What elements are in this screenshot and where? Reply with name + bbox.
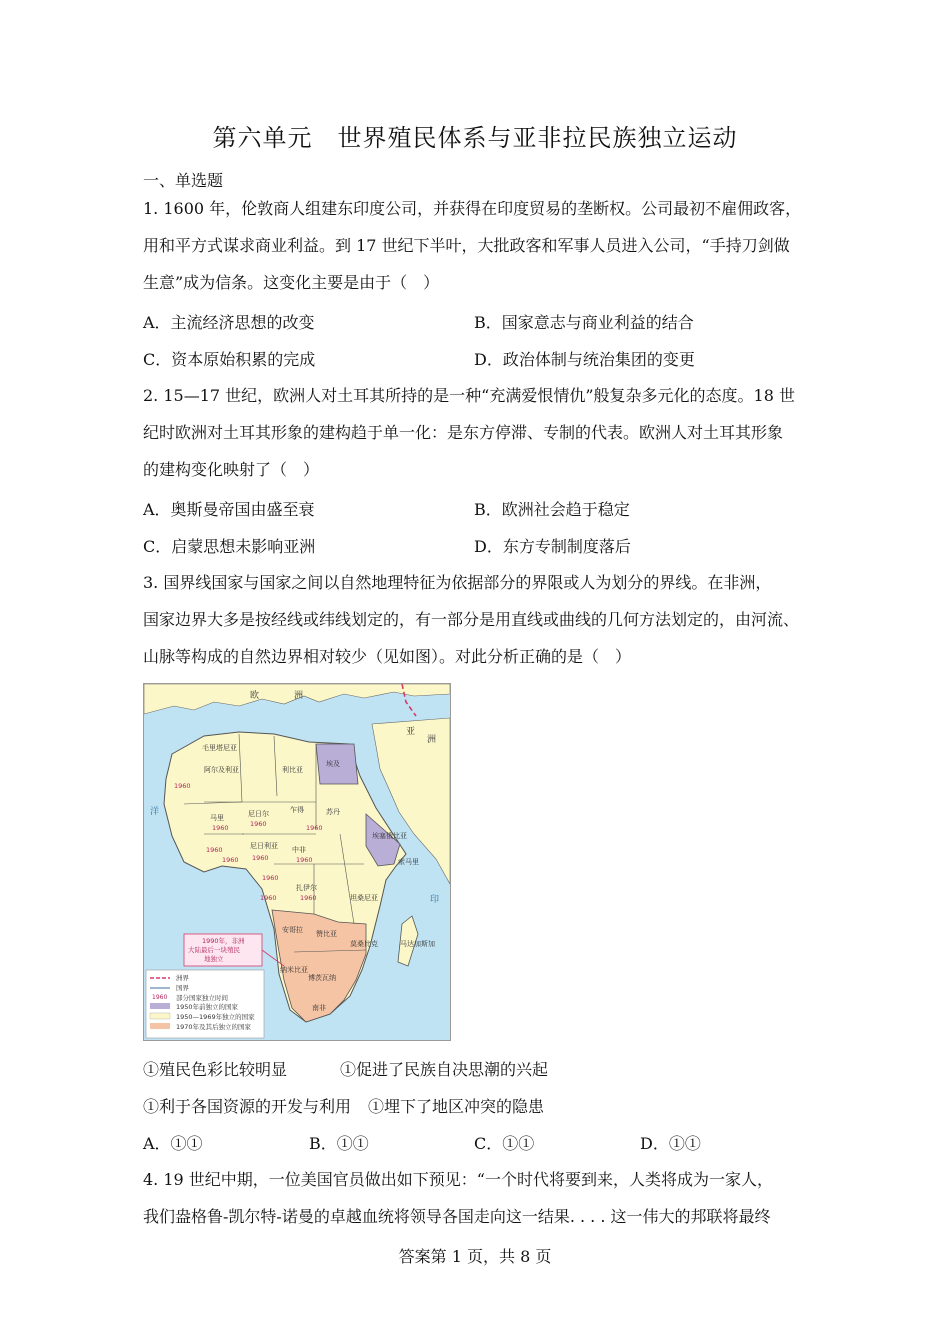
question-line: 我们盎格鲁-凯尔特-诺曼的卓越血统将领导各国走向这一结果. . . . 这一伟大的邦联将最终 bbox=[143, 1207, 771, 1226]
legend-item: 1970年及其后独立的国家 bbox=[176, 1023, 252, 1031]
legend-item: 1950年前独立的国家 bbox=[176, 1003, 239, 1011]
country-label: 马里 bbox=[210, 814, 224, 822]
q1-option-a[interactable]: A．主流经济思想的改变 bbox=[143, 313, 315, 332]
country-label: 阿尔及利亚 bbox=[204, 766, 239, 774]
map-label: 洲 bbox=[427, 735, 437, 745]
question-line: 3. 国界线国家与国家之间以自然地理特征为依据部分的界限或人为划分的界线。在非洲， bbox=[143, 573, 772, 592]
q2-option-d[interactable]: D．东方专制制度落后 bbox=[474, 537, 631, 556]
country-label: 苏丹 bbox=[326, 808, 340, 816]
country-label: 索马里 bbox=[398, 858, 419, 866]
q3-option-c[interactable]: C．①① bbox=[474, 1134, 535, 1153]
q2-option-c[interactable]: C．启蒙思想未影响亚洲 bbox=[143, 537, 316, 556]
country-label: 尼日利亚 bbox=[250, 842, 278, 850]
callout-text: 1990年，非洲 bbox=[202, 937, 245, 945]
country-label: 马达加斯加 bbox=[400, 940, 435, 948]
q3-statement-4: ①埋下了地区冲突的隐患 bbox=[368, 1097, 545, 1116]
map-legend bbox=[146, 970, 264, 1038]
country-label: 博茨瓦纳 bbox=[308, 974, 336, 982]
q3-option-a[interactable]: A．①① bbox=[143, 1134, 203, 1153]
country-label: 利比亚 bbox=[282, 766, 303, 774]
year-label: 1960 bbox=[300, 894, 317, 902]
country-label: 埃塞俄比亚 bbox=[372, 832, 407, 840]
year-label: 1960 bbox=[296, 856, 313, 864]
q3-statement-3: ①利于各国资源的开发与利用 bbox=[143, 1097, 352, 1116]
map-label: 亚 bbox=[406, 727, 416, 737]
question-line: 4. 19 世纪中期，一位美国官员做出如下预见：“一个时代将要到来，人类将成为一家人， bbox=[143, 1170, 773, 1189]
country-label: 乍得 bbox=[290, 806, 304, 814]
year-label: 1960 bbox=[252, 854, 269, 862]
year-label: 1960 bbox=[206, 846, 223, 854]
q1-option-d[interactable]: D．政治体制与统治集团的变更 bbox=[474, 350, 695, 369]
country-label: 扎伊尔 bbox=[296, 884, 317, 892]
country-label: 莫桑比克 bbox=[350, 940, 378, 948]
country-label: 坦桑尼亚 bbox=[350, 894, 378, 902]
callout-text: 地独立 bbox=[204, 955, 224, 963]
legend-item: 1950—1969年独立的国家 bbox=[176, 1013, 255, 1021]
q1-option-c[interactable]: C．资本原始积累的完成 bbox=[143, 350, 316, 369]
question-line: 纪时欧洲对土耳其形象的建构趋于单一化：是东方停滞、专制的代表。欧洲人对土耳其形象 bbox=[143, 423, 784, 442]
section-heading: 一、单选题 bbox=[143, 171, 224, 190]
question-line: 用和平方式谋求商业利益。到 17 世纪下半叶，大批政客和军事人员进入公司，“手持刀剑做 bbox=[143, 236, 790, 255]
page-title: 第六单元 世界殖民体系与亚非拉民族独立运动 bbox=[212, 124, 738, 152]
question-line: 生意”成为信条。这变化主要是由于（ ） bbox=[143, 273, 440, 292]
year-label: 1960 bbox=[212, 824, 229, 832]
legend-year: 1960 bbox=[152, 994, 168, 1001]
year-label: 1960 bbox=[260, 894, 277, 902]
question-line: 山脉等构成的自然边界相对较少（见如图）。对此分析正确的是（ ） bbox=[143, 647, 632, 666]
country-label: 埃及 bbox=[326, 760, 340, 768]
ocean-label: 洋 bbox=[150, 807, 160, 817]
legend-item: 部分国家独立时间 bbox=[176, 994, 228, 1002]
country-label: 赞比亚 bbox=[316, 930, 337, 938]
legend-item: 洲界 bbox=[176, 974, 189, 982]
question-line: 国家边界大多是按经线或纬线划定的，有一部分是用直线或曲线的几何方法划定的，由河流、 bbox=[143, 610, 800, 629]
question-line: 1. 1600 年，伦敦商人组建东印度公司，并获得在印度贸易的垄断权。公司最初不雇佣政客， bbox=[143, 199, 802, 218]
year-label: 1960 bbox=[262, 874, 279, 882]
q2-option-b[interactable]: B．欧洲社会趋于稳定 bbox=[474, 500, 630, 519]
q3-option-b[interactable]: B．①① bbox=[309, 1134, 369, 1153]
map-label: 欧 bbox=[250, 691, 260, 701]
callout-text: 大陆最后一块殖民 bbox=[188, 946, 240, 954]
question-3-stem bbox=[143, 564, 813, 675]
q3-option-d[interactable]: D．①① bbox=[640, 1134, 701, 1153]
africa-independence-map bbox=[143, 683, 451, 1041]
question-2-stem bbox=[143, 377, 813, 488]
question-4-stem bbox=[143, 1161, 813, 1235]
country-label: 尼日尔 bbox=[248, 810, 269, 818]
year-label: 1960 bbox=[174, 782, 191, 790]
map-label: 洲 bbox=[294, 691, 304, 701]
ocean-label: 印 bbox=[430, 895, 440, 905]
country-label: 中非 bbox=[292, 846, 306, 854]
country-label: 纳米比亚 bbox=[280, 966, 308, 974]
year-label: 1960 bbox=[306, 824, 323, 832]
legend-item: 国界 bbox=[176, 984, 189, 992]
q3-statement-2: ①促进了民族自决思潮的兴起 bbox=[340, 1060, 549, 1079]
year-label: 1960 bbox=[250, 820, 267, 828]
q1-option-b[interactable]: B．国家意志与商业利益的结合 bbox=[474, 313, 694, 332]
country-label: 安哥拉 bbox=[282, 926, 303, 934]
year-label: 1960 bbox=[222, 856, 239, 864]
country-label: 毛里塔尼亚 bbox=[202, 744, 237, 752]
question-line: 2. 15—17 世纪，欧洲人对土耳其所持的是一种“充满爱恨情仇”般复杂多元化的态度。18 世 bbox=[143, 386, 795, 405]
question-1-stem bbox=[143, 190, 813, 301]
page-footer: 答案第 1 页，共 8 页 bbox=[398, 1247, 552, 1266]
q2-option-a[interactable]: A．奥斯曼帝国由盛至衰 bbox=[143, 500, 315, 519]
country-label: 南非 bbox=[312, 1004, 326, 1012]
q3-statement-1: ①殖民色彩比较明显 bbox=[143, 1060, 288, 1079]
question-line: 的建构变化映射了（ ） bbox=[143, 460, 320, 479]
